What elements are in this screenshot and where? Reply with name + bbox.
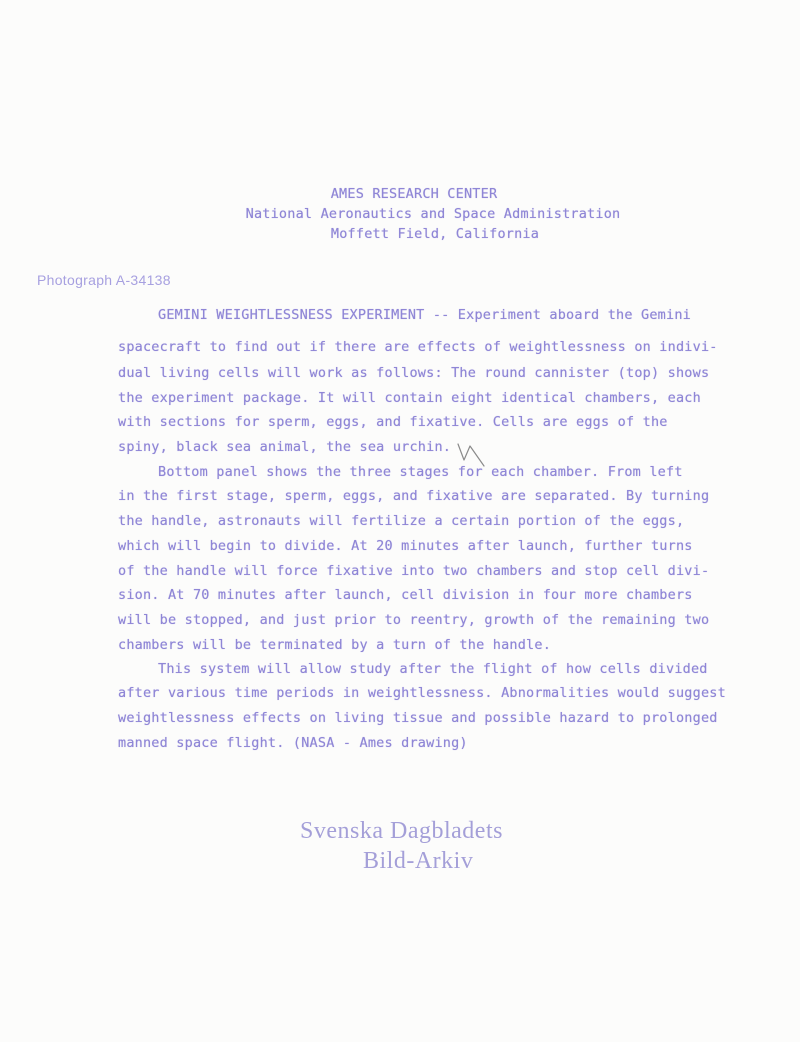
letterhead-location: Moffett Field, California	[330, 226, 540, 242]
caption-line: sion. At 70 minutes after launch, cell division in four more chambers	[118, 587, 693, 603]
caption-line: in the first stage, sperm, eggs, and fixative are separated. By turning	[118, 488, 710, 504]
archive-stamp	[300, 816, 560, 876]
caption-line: with sections for sperm, eggs, and fixative. Cells are eggs of the	[118, 414, 668, 430]
caption-line: spacecraft to find out if there are effects of weightlessness on indivi-	[118, 339, 718, 355]
caption-line: the experiment package. It will contain eight identical chambers, each	[118, 390, 701, 406]
caption-line: manned space flight. (NASA - Ames drawing)	[118, 735, 468, 751]
caption-line: chambers will be terminated by a turn of the handle.	[118, 637, 552, 653]
stamp-line-1: Svenska Dagbladets	[300, 818, 503, 844]
caption-line: Bottom panel shows the three stages for each chamber. From left	[158, 464, 683, 480]
caption-line: will be stopped, and just prior to reentry, growth of the remaining two	[118, 612, 710, 628]
pencil-check-mark	[454, 436, 494, 476]
caption-line: This system will allow study after the flight of how cells divided	[158, 661, 708, 677]
letterhead-org: AMES RESEARCH CENTER	[330, 186, 498, 202]
letterhead-agency: National Aeronautics and Space Administration	[245, 206, 621, 222]
caption-line: after various time periods in weightlessness. Abnormalities would suggest	[118, 685, 726, 701]
caption-line: which will begin to divide. At 20 minutes after launch, further turns	[118, 538, 693, 554]
caption-line: dual living cells will work as follows: The round cannister (top) shows	[118, 365, 710, 381]
photograph-number: Photograph A-34138	[37, 272, 171, 288]
caption-line: weightlessness effects on living tissue and possible hazard to prolonged	[118, 710, 718, 726]
caption-line: of the handle will force fixative into two chambers and stop cell divi-	[118, 563, 710, 579]
caption-line: the handle, astronauts will fertilize a certain portion of the eggs,	[118, 513, 685, 529]
caption-line: GEMINI WEIGHTLESSNESS EXPERIMENT -- Experiment aboard the Gemini	[158, 307, 691, 323]
stamp-line-2: Bild-Arkiv	[363, 848, 474, 874]
caption-line: spiny, black sea animal, the sea urchin.	[118, 439, 452, 455]
